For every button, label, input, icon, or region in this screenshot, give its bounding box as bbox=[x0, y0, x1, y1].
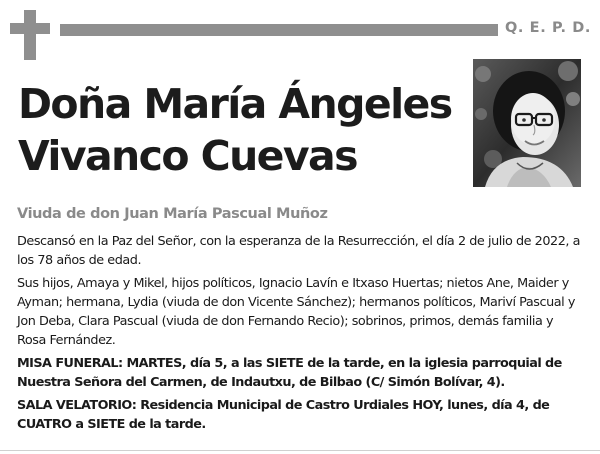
bottom-border bbox=[0, 450, 600, 451]
deceased-name-line1: Doña María Ángeles bbox=[18, 80, 452, 128]
portrait-photo-icon bbox=[473, 59, 581, 187]
header-rule bbox=[60, 24, 498, 36]
qepd-label: Q. E. P. D. bbox=[505, 20, 592, 36]
deceased-name bbox=[18, 78, 463, 182]
cross-icon-bar bbox=[10, 23, 50, 34]
family-list: Sus hijos, Amaya y Mikel, hijos políticos, Ignacio Lavín e Itxaso Huertas; nietos Ane, Maider y Ayman; hermana, Lydia (viuda de don Vicente Sánchez); hermanos políticos, Mariví Pascual y Jon Deba, Clara Pascual (viuda de don Fernando Recio); sobrinos, primos, demás familia y Rosa Fernández. bbox=[17, 276, 575, 348]
deceased-name-line2: Vivanco Cuevas bbox=[18, 132, 357, 180]
obituary-body bbox=[17, 232, 585, 438]
funeral-mass-info: MISA FUNERAL: MARTES, día 5, a las SIETE de la tarde, en la iglesia parroquial de Nuestra Señora del Carmen, de Indautxu, de Bilbao (C/ Simón Bolívar, 4). bbox=[17, 356, 562, 390]
widow-subtitle: Viuda de don Juan María Pascual Muñoz bbox=[17, 206, 328, 222]
death-announcement: Descansó en la Paz del Señor, con la esperanza de la Resurrección, el día 2 de julio de 2022, a los 78 años de edad. bbox=[17, 234, 581, 268]
wake-room-info: SALA VELATORIO: Residencia Municipal de Castro Urdiales HOY, lunes, día 4, de CUATRO a SIETE de la tarde. bbox=[17, 398, 550, 432]
portrait-photo bbox=[473, 59, 581, 187]
cross-icon bbox=[24, 10, 36, 60]
